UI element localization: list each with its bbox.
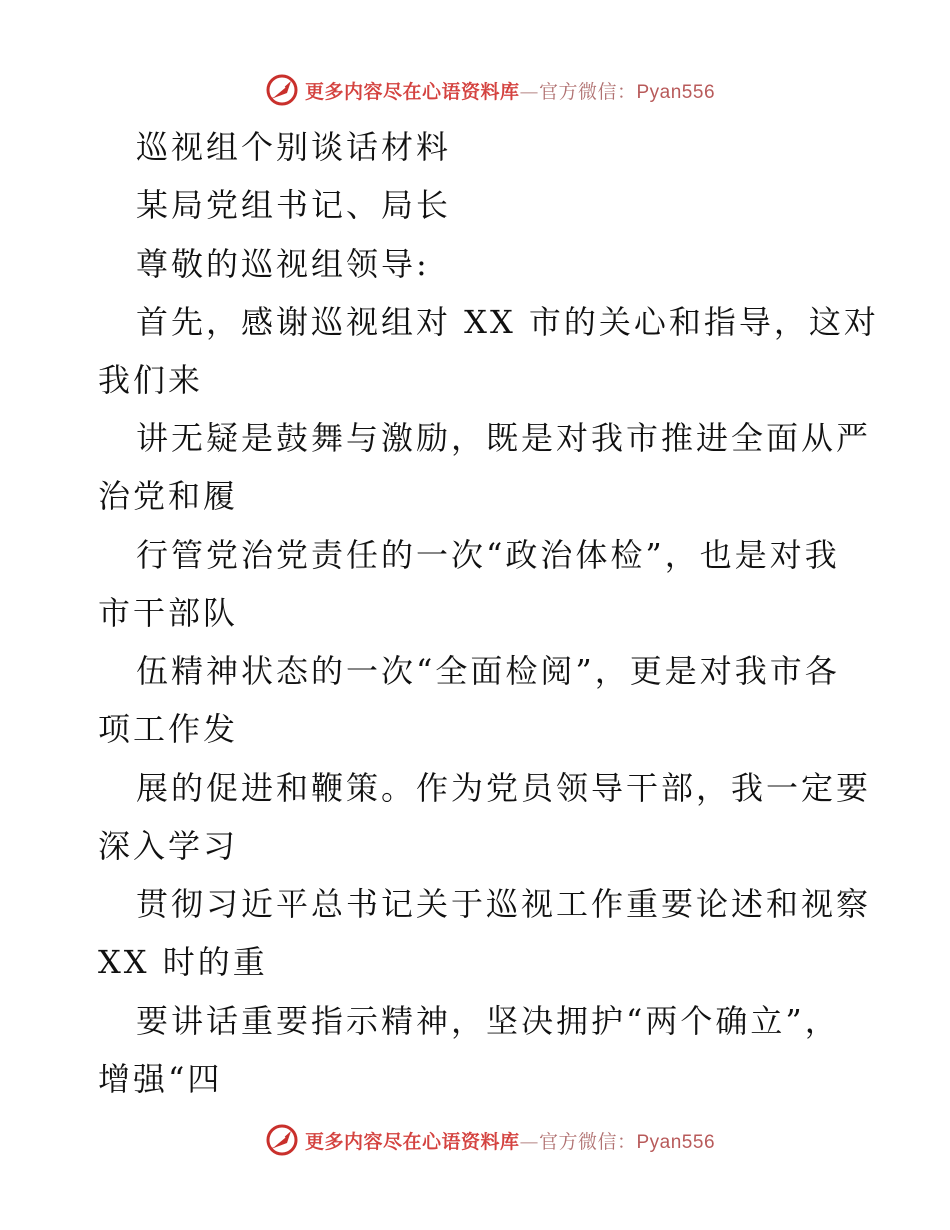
doc-line: 伍精神状态的一次“全面检阅”，更是对我市各: [136, 652, 840, 690]
doc-line: 我们来: [98, 361, 204, 399]
doc-line: 深入学习: [98, 827, 239, 865]
header-banner: [0, 70, 950, 110]
banner-main-text: 更多内容尽在心语资料库: [304, 1130, 520, 1153]
quill-logo-icon: [265, 1123, 299, 1157]
doc-line: 增强“四: [98, 1060, 223, 1098]
banner-content: [265, 1123, 715, 1157]
doc-line: XX 时的重: [98, 943, 268, 981]
banner-text: [305, 1127, 715, 1154]
doc-line: 讲无疑是鼓舞与激励，既是对我市推进全面从严: [136, 419, 872, 457]
banner-text: [305, 77, 715, 104]
footer-banner: [0, 1120, 950, 1160]
doc-line: 行管党治党责任的一次“政治体检”，也是对我: [136, 536, 840, 574]
banner-dash: —: [519, 1130, 539, 1153]
banner-main-text: 更多内容尽在心语资料库: [304, 80, 520, 103]
doc-line: 治党和履: [98, 477, 239, 515]
doc-title: 巡视组个别谈话材料: [136, 128, 452, 166]
banner-account: Pyan556: [636, 1131, 716, 1153]
banner-dash: —: [519, 80, 539, 103]
banner-wechat-label: 官方微信：: [538, 80, 637, 103]
quill-logo-icon: [265, 73, 299, 107]
doc-line: 贯彻习近平总书记关于巡视工作重要论述和视察: [136, 885, 872, 923]
banner-wechat-label: 官方微信：: [538, 1130, 637, 1153]
banner-content: [265, 73, 715, 107]
doc-line: 要讲话重要指示精神，坚决拥护“两个确立”，: [136, 1002, 840, 1040]
doc-salutation: 尊敬的巡视组领导:: [136, 245, 430, 283]
doc-line: 首先，感谢巡视组对 XX 市的关心和指导，这对: [136, 303, 879, 341]
banner-account: Pyan556: [636, 81, 716, 103]
doc-line: 展的促进和鞭策。作为党员领导干部，我一定要: [136, 769, 872, 807]
doc-line: 市干部队: [98, 594, 239, 632]
doc-line: 项工作发: [98, 710, 239, 748]
doc-subtitle: 某局党组书记、局长: [136, 186, 452, 224]
